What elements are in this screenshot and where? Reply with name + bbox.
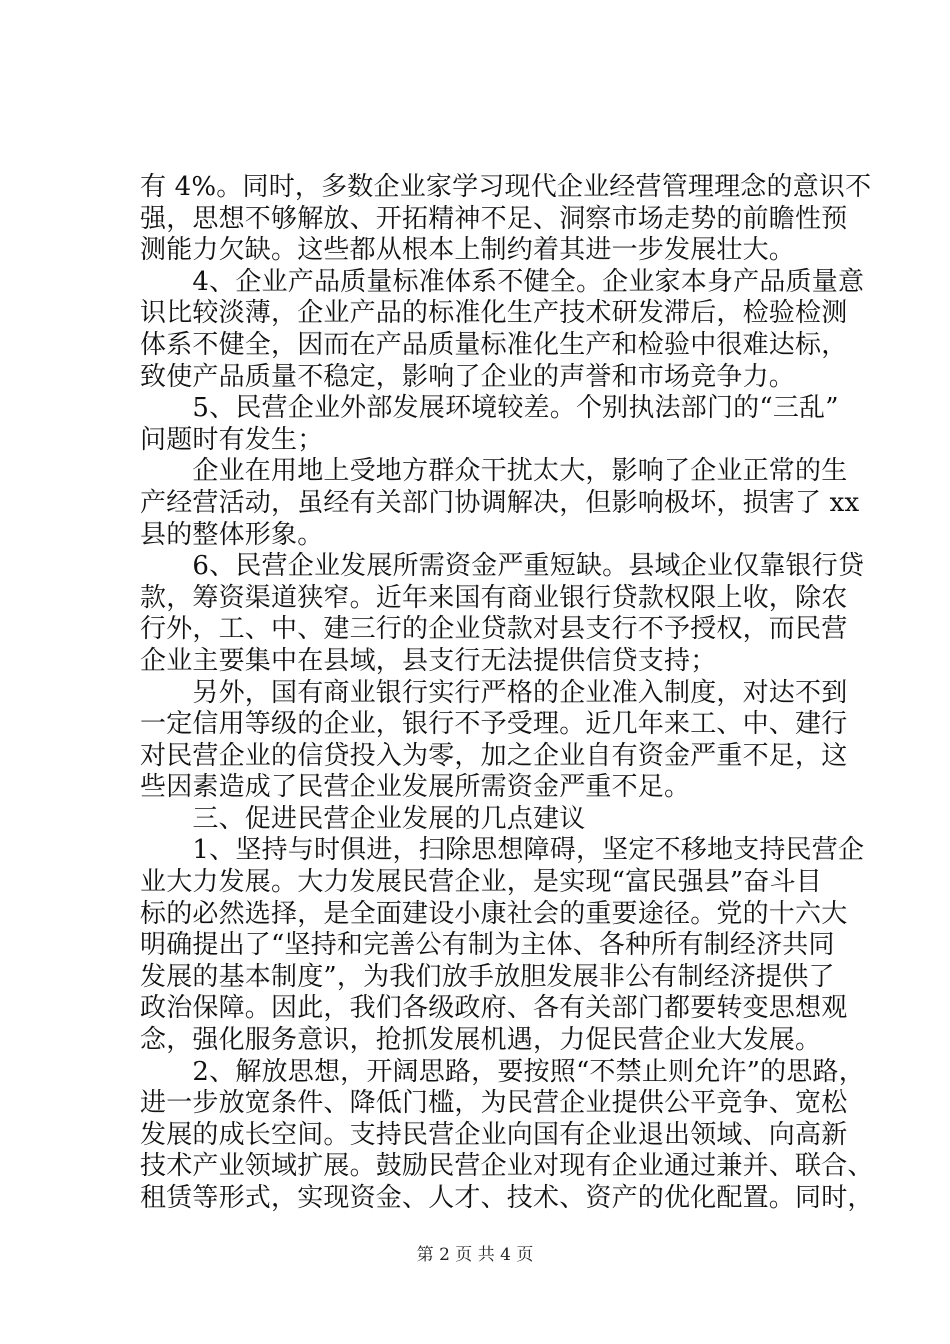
page-footer: 第 2 页 共 4 页 — [416, 1245, 534, 1265]
text-line: 致使产品质量不稳定，影响了企业的声誉和市场竞争力。 — [140, 361, 796, 392]
text-line: 企业在用地上受地方群众干扰太大，影响了企业正常的生 — [140, 456, 848, 487]
text-line: 行外，工、中、建三行的企业贷款对县支行不予授权，而民营 — [140, 614, 848, 645]
text-line: 识比较淡薄，企业产品的标准化生产技术研发滞后，检验检测 — [140, 298, 848, 329]
text-line: 2、解放思想，开阔思路，要按照“不禁止则允许”的思路， — [140, 1056, 865, 1087]
text-line: 有 4%。同时，多数企业家学习现代企业经营管理理念的意识不 — [140, 172, 872, 202]
text-line: 5、民营企业外部发展环境较差。个别执法部门的“三乱” — [140, 393, 839, 424]
text-line: 政治保障。因此，我们各级政府、各有关部门都要转变思想观 — [140, 993, 848, 1024]
text-line: 发展的成长空间。支持民营企业向国有企业退出领域、向高新 — [140, 1119, 848, 1150]
text-line: 三、促进民营企业发展的几点建议 — [140, 803, 586, 834]
text-line: 一定信用等级的企业，银行不予受理。近几年来工、中、建行 — [140, 709, 848, 740]
text-line: 租赁等形式，实现资金、人才、技术、资产的优化配置。同时， — [140, 1183, 874, 1213]
text-line: 款，筹资渠道狭窄。近年来国有商业银行贷款权限上收，除农 — [140, 582, 848, 613]
text-line: 明确提出了“坚持和完善公有制为主体、各种所有制经济共同 — [140, 930, 835, 961]
text-line: 体系不健全，因而在产品质量标准化生产和检验中很难达标， — [140, 329, 848, 360]
text-line: 技术产业领域扩展。鼓励民营企业对现有企业通过兼并、联合、 — [140, 1151, 874, 1182]
text-line: 些因素造成了民营企业发展所需资金严重不足。 — [140, 772, 691, 803]
text-line: 另外，国有商业银行实行严格的企业准入制度，对达不到 — [140, 677, 848, 708]
text-line: 业大力发展。大力发展民营企业，是实现“富民强县”奋斗目 — [140, 867, 822, 898]
text-line: 6、民营企业发展所需资金严重短缺。县域企业仅靠银行贷 — [140, 551, 865, 582]
text-line: 产经营活动，虽经有关部门协调解决，但影响极坏，损害了 xx — [140, 487, 860, 518]
text-line: 进一步放宽条件、降低门槛，为民营企业提供公平竞争、宽松 — [140, 1088, 848, 1119]
text-line: 标的必然选择，是全面建设小康社会的重要途径。党的十六大 — [140, 898, 848, 929]
text-line: 发展的基本制度”，为我们放手放胆发展非公有制经济提供了 — [140, 961, 835, 992]
text-line: 对民营企业的信贷投入为零，加之企业自有资金严重不足，这 — [140, 740, 848, 771]
text-line: 1、坚持与时俱进，扫除思想障碍，坚定不移地支持民营企 — [140, 835, 865, 866]
text-line: 念，强化服务意识，抢抓发展机遇，力促民营企业大发展。 — [140, 1025, 822, 1056]
text-line: 县的整体形象。 — [140, 519, 324, 550]
text-line: 测能力欠缺。这些都从根本上制约着其进一步发展壮大。 — [140, 235, 796, 266]
text-line: 4、企业产品质量标准体系不健全。企业家本身产品质量意 — [140, 266, 865, 297]
text-line: 问题时有发生； — [140, 424, 324, 455]
text-line: 企业主要集中在县域，县支行无法提供信贷支持； — [140, 645, 717, 676]
document-body — [140, 172, 874, 1215]
text-line: 强，思想不够解放、开拓精神不足、洞察市场走势的前瞻性预 — [140, 203, 848, 234]
